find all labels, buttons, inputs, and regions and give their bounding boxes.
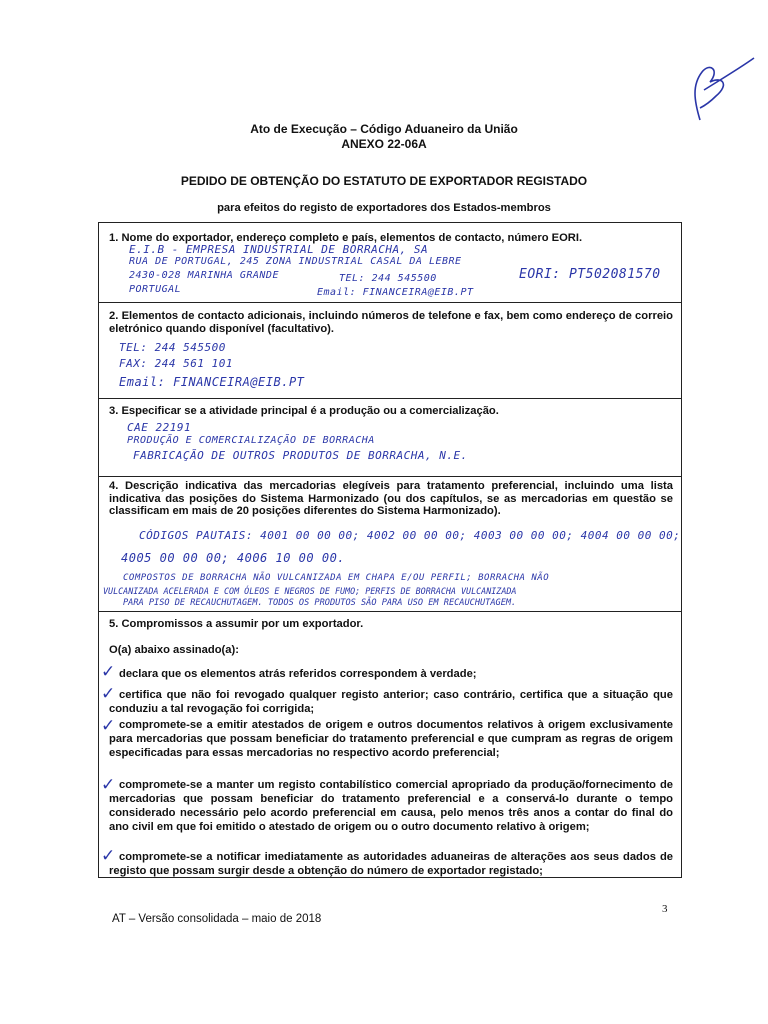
section-5-label: 5. Compromissos a assumir por um exportador. xyxy=(109,618,364,630)
commitment-item: compromete-se a emitir atestados de origem e outros documentos relativos à origem exclusivamente para mercadorias que possam beneficiar do tratamento preferencial e que cumpram as regras de origem especificadas para essas mercadorias no respectivo acordo preferencial; xyxy=(109,719,673,759)
handwritten-line: TEL: 244 545500 xyxy=(119,341,226,354)
section-4-label: 4. Descrição indicativa das mercadorias elegíveis para tratamento preferencial, incluindo uma lista indicativa das posições do Sistema Harmonizado (ou dos capítulos, se as mercadorias em questão se classificam em mais de 20 posições diferentes do Sistema Harmonizado). xyxy=(109,480,673,518)
commitment-item: declara que os elementos atrás referidos correspondem à verdade; xyxy=(119,668,477,680)
handwritten-line: CAE 22191 xyxy=(127,421,192,434)
section-3-label: 3. Especificar se a atividade principal é a produção ou a comercialização. xyxy=(109,405,499,417)
handwritten-line: PRODUÇÃO E COMERCIALIZAÇÃO DE BORRACHA xyxy=(127,435,375,446)
handwritten-line: PARA PISO DE RECAUCHUTAGEM. TODOS OS PRODUTOS SÃO PARA USO EM RECAUCHUTAGEM. xyxy=(123,598,517,608)
form-title: PEDIDO DE OBTENÇÃO DO ESTATUTO DE EXPORTADOR REGISTADO xyxy=(180,174,588,188)
section-1-box xyxy=(98,222,682,303)
commitment-item: compromete-se a notificar imediatamente as autoridades aduaneiras de alterações aos seus dados de registo que possam surgir desde a obtenção do número de exportador registado; xyxy=(109,851,673,877)
handwritten-line: PORTUGAL xyxy=(129,284,182,295)
annex-label: ANEXO 22-06A xyxy=(341,137,427,151)
handwritten-tel: TEL: 244 545500 xyxy=(339,273,437,284)
handwritten-line: 4005 00 00 00; 4006 10 00 00. xyxy=(121,551,346,565)
handwritten-line: 2430-028 MARINHA GRANDE xyxy=(129,270,279,281)
checkmark-icon: ✓ xyxy=(101,684,116,704)
handwritten-line: RUA DE PORTUGAL, 245 ZONA INDUSTRIAL CASAL DA LEBRE xyxy=(129,256,462,267)
commitment-item: compromete-se a manter um registo contabilístico comercial apropriado da produção/fornecimento de mercadorias que possam beneficiar do tratamento preferencial e a conservá-lo durante o tempo considerado necessário pelo acordo preferencial em causa, pelo menos três anos a contar do final do ano civil em que foi emitido o atestado de origem ou o outro documento relativo à origem; xyxy=(109,779,673,833)
footer-version: AT – Versão consolidada – maio de 2018 xyxy=(112,913,322,925)
section-5-box xyxy=(98,611,682,878)
handwritten-line: Email: FINANCEIRA@EIB.PT xyxy=(119,375,305,389)
commitment-item: certifica que não foi revogado qualquer registo anterior; caso contrário, certifica que a situação que conduziu a tal revogação foi corrigida; xyxy=(109,689,673,715)
handwritten-line: VULCANIZADA ACELERADA E COM ÓLEOS E NEGROS DE FUMO; PERFIS DE BORRACHA VULCANIZADA xyxy=(103,586,517,596)
initials-signature xyxy=(680,50,760,130)
signatory-intro: O(a) abaixo assinado(a): xyxy=(109,644,239,656)
document-title: Ato de Execução – Código Aduaneiro da União xyxy=(250,122,518,136)
handwritten-line: E.I.B - EMPRESA INDUSTRIAL DE BORRACHA, SA xyxy=(129,243,429,256)
handwritten-line: FAX: 244 561 101 xyxy=(119,357,233,370)
section-2-box xyxy=(98,302,682,399)
handwritten-email: Email: FINANCEIRA@EIB.PT xyxy=(317,287,474,298)
handwritten-eori: EORI: PT502081570 xyxy=(519,267,661,282)
checkmark-icon: ✓ xyxy=(101,716,116,736)
checkmark-icon: ✓ xyxy=(101,846,116,866)
handwritten-line: COMPOSTOS DE BORRACHA NÃO VULCANIZADA EM CHAPA E/OU PERFIL; BORRACHA NÃO xyxy=(123,573,550,583)
page-number: 3 xyxy=(662,903,668,915)
section-1-label: 1. Nome do exportador, endereço completo e país, elementos de contacto, número EORI. xyxy=(109,232,583,244)
handwritten-line: FABRICAÇÃO DE OUTROS PRODUTOS DE BORRACHA, N.E. xyxy=(133,449,468,462)
handwritten-line: CÓDIGOS PAUTAIS: 4001 00 00 00; 4002 00 00 00; 4003 00 00 00; 4004 00 00 00; xyxy=(139,529,681,542)
section-4-box xyxy=(98,476,682,612)
form-subtitle: para efeitos do registo de exportadores dos Estados-membros xyxy=(217,202,551,214)
section-3-box xyxy=(98,398,682,477)
checkmark-icon: ✓ xyxy=(101,775,116,795)
section-2-label: 2. Elementos de contacto adicionais, incluindo números de telefone e fax, bem como endereço de correio eletrónico quando disponível (facultativo). xyxy=(109,310,673,335)
checkmark-icon: ✓ xyxy=(101,662,116,682)
